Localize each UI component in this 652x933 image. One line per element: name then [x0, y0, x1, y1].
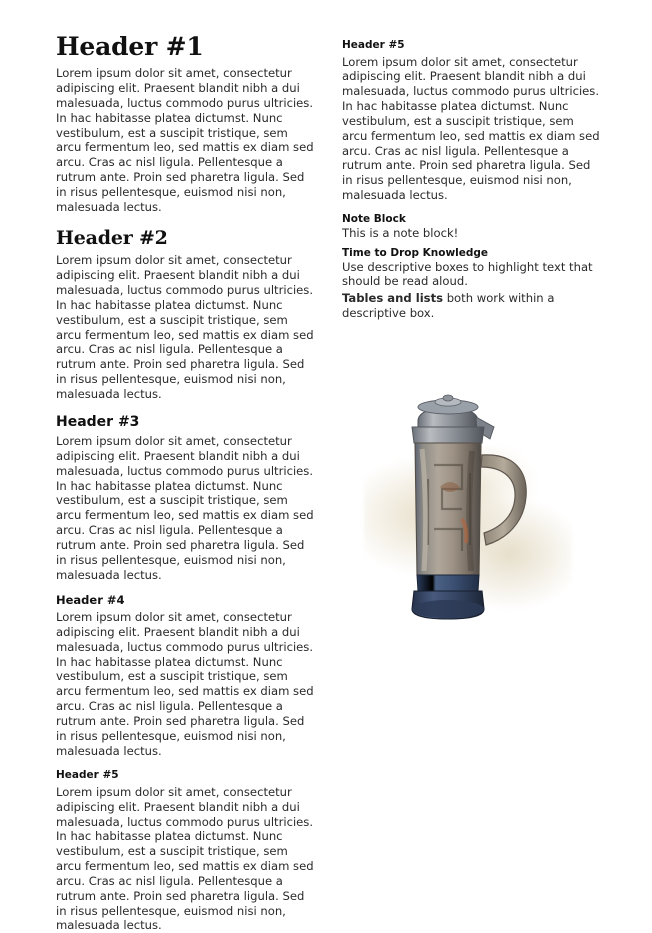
descriptive-box-line-1: Use descriptive boxes to highlight text that should be read aloud.: [342, 259, 593, 289]
heading-2: Header #2: [56, 226, 168, 249]
descriptive-box-title: Time to Drop Knowledge: [342, 246, 489, 259]
heading-3: Header #3: [56, 413, 140, 430]
beer-stein-icon: [378, 369, 538, 649]
descriptive-box-line-2-bold: Tables and lists: [342, 291, 444, 306]
note-block: [342, 213, 600, 241]
left-column: [56, 32, 314, 933]
note-block-text: This is a note block!: [342, 225, 459, 240]
descriptive-box: [342, 247, 600, 321]
paragraph-right: Lorem ipsum dolor sit amet, consectetur adipiscing elit. Praesent blandit nibh a dui malesuada, luctus commodo purus ultricies. In hac habitasse platea dictumst. Nunc vestibulum, est a suscipit tristique, sem arcu fermentum leo, sed mattis ex diam sed arcu. Cras ac nisl ligula. Pellentesque a rutrum ante. Proin sed pharetra ligula. Sed in risus pellentesque, euismod nisi non, malesuada lectus.: [342, 54, 600, 202]
right-column: [342, 34, 600, 814]
descriptive-box-line-2-rest: both work within a descriptive box.: [342, 291, 555, 321]
paragraph-2: Lorem ipsum dolor sit amet, consectetur adipiscing elit. Praesent blandit nibh a dui malesuada, luctus commodo purus ultricies. In hac habitasse platea dictumst. Nunc vestibulum, est a suscipit tristique, sem arcu fermentum leo, sed mattis ex diam sed arcu. Cras ac nisl ligula. Pellentesque a rutrum ante. Proin sed pharetra ligula. Sed in risus pellentesque, euismod nisi non, malesuada lectus.: [56, 253, 314, 401]
descriptive-box-line-2: [342, 291, 600, 321]
heading-5: Header #5: [56, 769, 119, 782]
two-column-layout: [56, 32, 600, 933]
heading-5-right: Header #5: [342, 39, 405, 51]
stein-handle: [481, 455, 526, 545]
paragraph-1: Lorem ipsum dolor sit amet, consectetur adipiscing elit. Praesent blandit nibh a dui malesuada, luctus commodo purus ultricies. In hac habitasse platea dictumst. Nunc vestibulum, est a suscipit tristique, sem arcu fermentum leo, sed mattis ex diam sed arcu. Cras ac nisl ligula. Pellentesque a rutrum ante. Proin sed pharetra ligula. Sed in risus pellentesque, euismod nisi non, malesuada lectus.: [56, 66, 314, 214]
note-block-title: Note Block: [342, 212, 406, 225]
paragraph-4: Lorem ipsum dolor sit amet, consectetur adipiscing elit. Praesent blandit nibh a dui malesuada, luctus commodo purus ultricies. In hac habitasse platea dictumst. Nunc vestibulum, est a suscipit tristique, sem arcu fermentum leo, sed mattis ex diam sed arcu. Cras ac nisl ligula. Pellentesque a rutrum ante. Proin sed pharetra ligula. Sed in risus pellentesque, euismod nisi non, malesuada lectus.: [56, 610, 314, 758]
paragraph-3: Lorem ipsum dolor sit amet, consectetur adipiscing elit. Praesent blandit nibh a dui malesuada, luctus commodo purus ultricies. In hac habitasse platea dictumst. Nunc vestibulum, est a suscipit tristique, sem arcu fermentum leo, sed mattis ex diam sed arcu. Cras ac nisl ligula. Pellentesque a rutrum ante. Proin sed pharetra ligula. Sed in risus pellentesque, euismod nisi non, malesuada lectus.: [56, 434, 314, 582]
beer-stein-illustration: [342, 369, 600, 659]
heading-1: Header #1: [56, 32, 204, 61]
paragraph-5: Lorem ipsum dolor sit amet, consectetur adipiscing elit. Praesent blandit nibh a dui malesuada, luctus commodo purus ultricies. In hac habitasse platea dictumst. Nunc vestibulum, est a suscipit tristique, sem arcu fermentum leo, sed mattis ex diam sed arcu. Cras ac nisl ligula. Pellentesque a rutrum ante. Proin sed pharetra ligula. Sed in risus pellentesque, euismod nisi non, malesuada lectus.: [56, 784, 314, 933]
heading-4: Header #4: [56, 593, 125, 608]
